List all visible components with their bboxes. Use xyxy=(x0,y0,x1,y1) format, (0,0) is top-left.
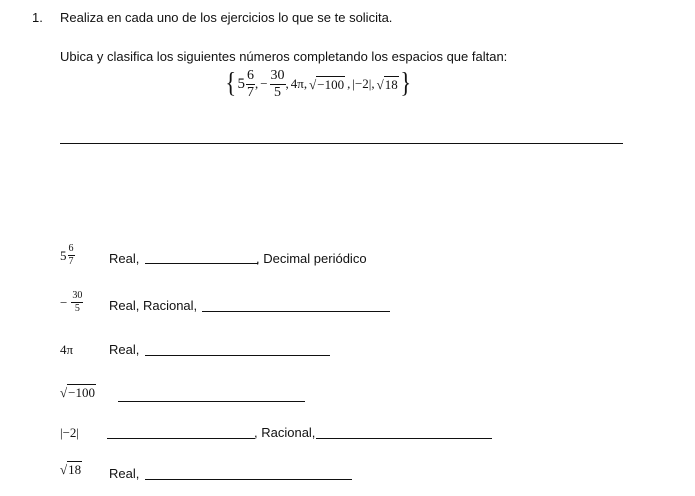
row2-label: Real, Racional, xyxy=(109,298,198,313)
set-sqrt-neg-radicand: −100 xyxy=(317,76,345,92)
set-open-brace: { xyxy=(225,68,237,99)
row2-expression xyxy=(60,291,83,314)
set-mixed-denominator: 7 xyxy=(246,84,254,100)
radical-icon: √ xyxy=(60,462,68,477)
row4-blank[interactable] xyxy=(118,390,305,402)
row1-label: Real, xyxy=(109,251,140,266)
row4-radicand: −100 xyxy=(68,385,95,400)
row1-whole: 5 xyxy=(60,247,67,263)
divider-line xyxy=(60,143,623,144)
row6-radicand: 18 xyxy=(68,462,82,477)
set-sqrt-pos-radicand: 18 xyxy=(384,76,398,92)
row6-blank[interactable] xyxy=(145,468,352,480)
row3-expression: 4π xyxy=(60,342,74,357)
row4-expression xyxy=(60,384,96,401)
set-sqrt-neg xyxy=(309,76,345,93)
set-mixed-whole: 5 xyxy=(237,75,245,92)
set-neg-numerator: 30 xyxy=(270,67,285,83)
row5-blank-1[interactable] xyxy=(107,427,255,439)
set-close-brace: } xyxy=(400,68,411,99)
radical-icon: √ xyxy=(309,76,317,92)
row3-label: Real, xyxy=(109,342,140,357)
row6-label: Real, xyxy=(109,466,140,481)
row1-blank[interactable] xyxy=(145,252,258,264)
set-mixed-fraction xyxy=(246,69,255,100)
row1-label-2: , Decimal periódico xyxy=(256,251,367,266)
set-neg-sign: − xyxy=(260,76,268,91)
row2-numerator: 30 xyxy=(72,290,83,301)
row6-expression xyxy=(60,461,82,478)
row4-sqrt xyxy=(60,384,96,401)
row5-label: , Racional, xyxy=(254,425,316,440)
set-pi-term: 4π xyxy=(290,76,304,91)
question-instruction: Realiza en cada uno de los ejercicios lo que se te solicita. xyxy=(60,10,393,25)
radical-icon: √ xyxy=(60,385,68,400)
row3-blank[interactable] xyxy=(145,344,330,356)
row5-expression: |−2| xyxy=(60,425,80,440)
set-neg-denominator: 5 xyxy=(274,84,282,100)
set-mixed-numerator: 6 xyxy=(246,67,254,83)
row5-blank-2[interactable] xyxy=(316,427,492,439)
set-abs-value: |−2| xyxy=(352,76,372,91)
radical-icon: √ xyxy=(376,76,384,92)
set-separator: , xyxy=(285,76,289,91)
row1-numerator: 6 xyxy=(68,243,74,254)
set-separator: , xyxy=(254,76,259,91)
row1-denominator: 7 xyxy=(68,256,74,267)
number-set xyxy=(224,64,412,104)
row2-denominator: 5 xyxy=(74,303,80,314)
set-separator: , xyxy=(303,76,308,91)
row1-fraction xyxy=(68,244,75,267)
set-neg-fraction xyxy=(270,69,286,100)
question-number: 1. xyxy=(32,10,43,25)
set-separator: , xyxy=(371,76,375,91)
row2-sign: − xyxy=(60,294,68,310)
set-sqrt-pos xyxy=(377,76,399,93)
set-separator: , xyxy=(347,76,351,91)
row2-blank[interactable] xyxy=(202,300,390,312)
sub-instruction: Ubica y clasifica los siguientes números completando los espacios que faltan: xyxy=(60,49,508,64)
row1-expression xyxy=(60,244,75,267)
row6-sqrt xyxy=(60,461,82,478)
row2-fraction xyxy=(71,291,83,314)
